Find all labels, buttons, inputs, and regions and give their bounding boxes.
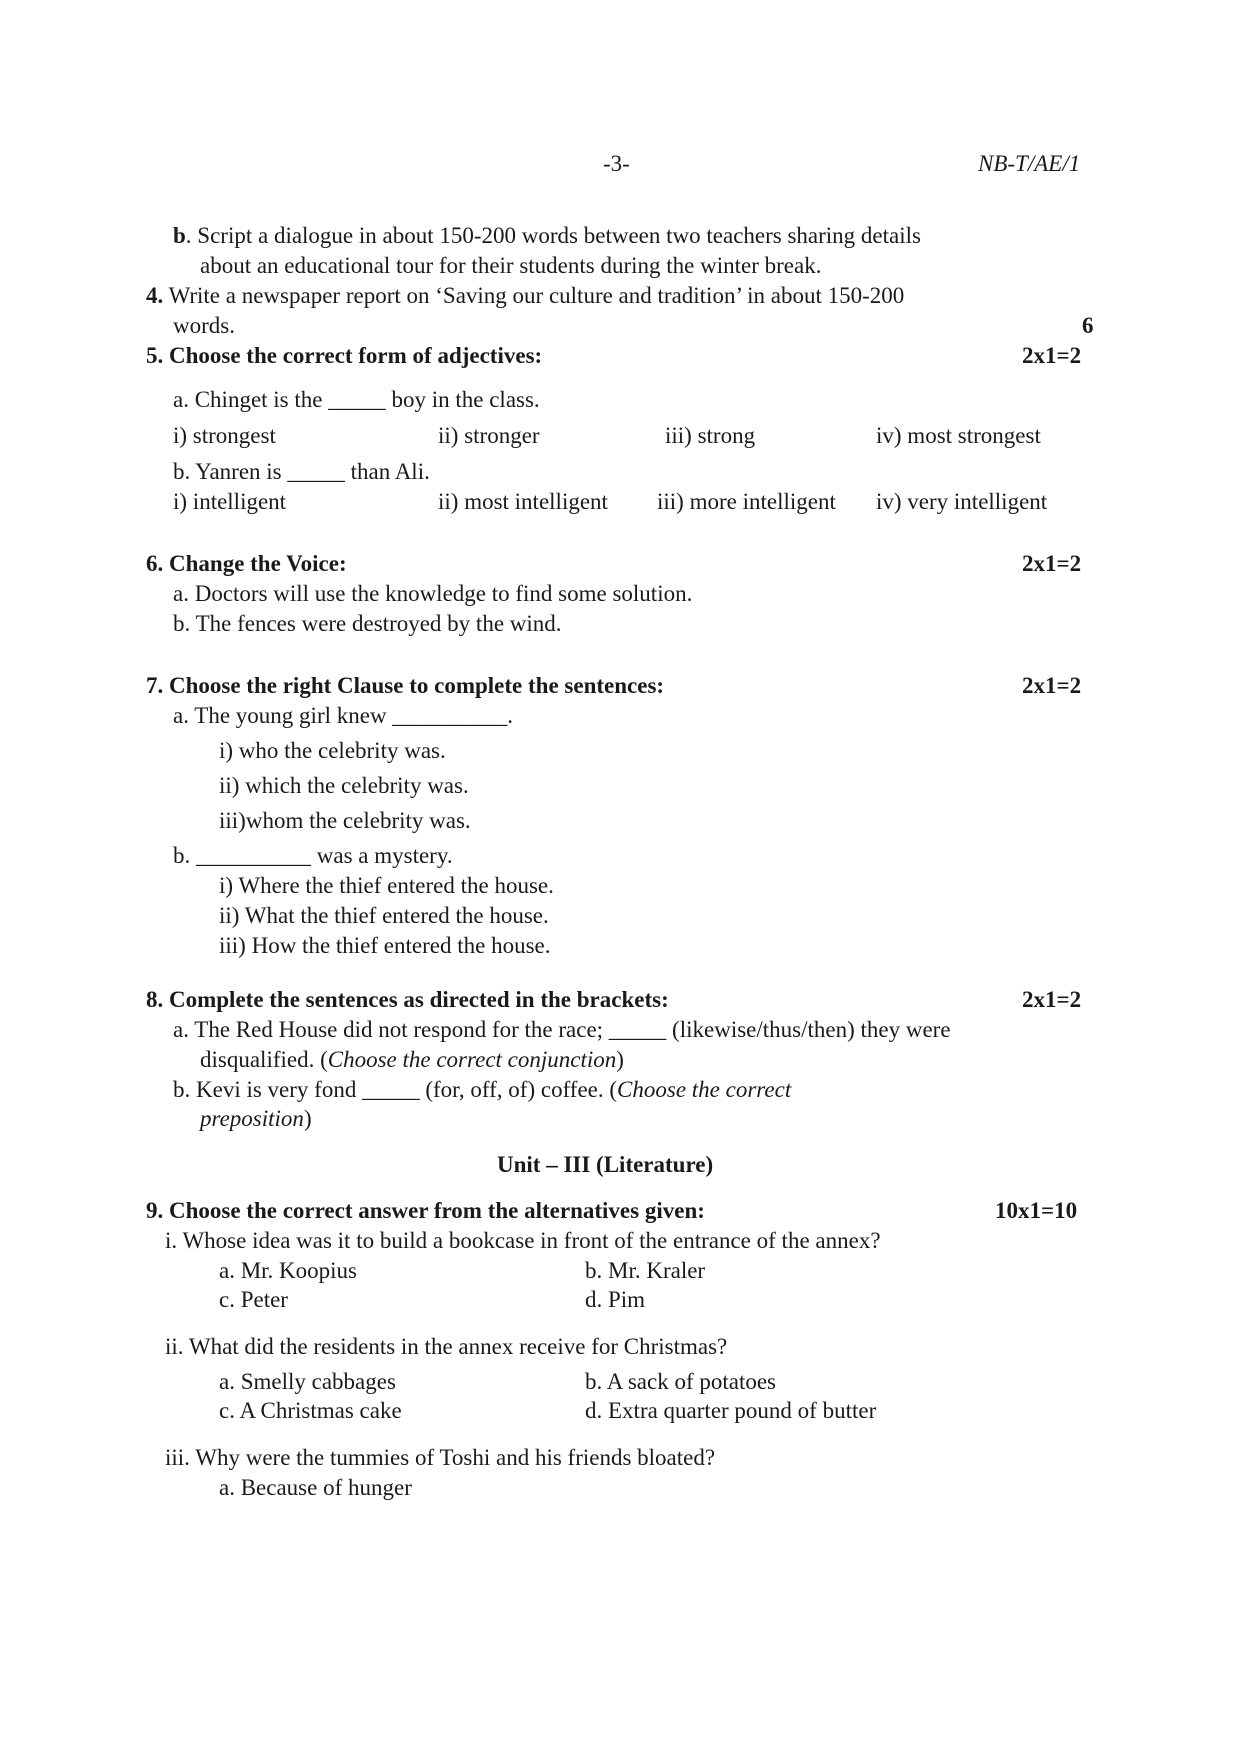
q7a-stem: a. The young girl knew __________. [173,703,514,728]
q7b-option: i) Where the thief entered the house. [219,873,554,898]
q3b-letter: b [173,223,186,248]
q9ii-question: ii. What did the residents in the annex receive for Christmas? [165,1334,728,1359]
q7a-option: ii) which the celebrity was. [219,773,469,798]
q8a-close: ) [616,1047,624,1072]
q5a-option: ii) stronger [438,423,540,448]
q9ii-option: b. A sack of potatoes [585,1369,776,1394]
q5b-option: iii) more intelligent [657,489,836,514]
paper-code: NB-T/AE/1 [978,151,1081,176]
q6-title: 6. Change the Voice: [146,551,347,576]
q9i-option: c. Peter [219,1287,288,1312]
q9-marks: 10x1=10 [995,1198,1078,1223]
q3b-line-2: about an educational tour for their students during the winter break. [200,253,822,278]
q7a-option: iii)whom the celebrity was. [219,808,471,833]
q4-marks: 6 [1082,313,1094,338]
q9iii-question: iii. Why were the tummies of Toshi and his friends bloated? [165,1445,716,1470]
q5a-stem: a. Chinget is the _____ boy in the class. [173,387,540,412]
q8a-line-1: a. The Red House did not respond for the race; _____ (likewise/thus/then) they were [173,1017,951,1042]
q5-title: 5. Choose the correct form of adjectives: [146,343,543,368]
q7-marks: 2x1=2 [1022,673,1082,698]
q7b-option: ii) What the thief entered the house. [219,903,549,928]
q6-marks: 2x1=2 [1022,551,1082,576]
q9i-option: b. Mr. Kraler [585,1258,706,1283]
q4-line-1 [146,284,904,307]
q5b-stem: b. Yanren is _____ than Ali. [173,459,430,484]
q4-text: Write a newspaper report on ‘Saving our culture and tradition’ in about 150-200 [163,283,905,308]
q8b-close: ) [303,1106,312,1131]
q9ii-option: a. Smelly cabbages [219,1369,396,1394]
q5b-option: ii) most intelligent [438,489,608,514]
q8b-text: b. Kevi is very fond _____ (for, off, of) coffee. ( [173,1077,618,1102]
q9ii-option: d. Extra quarter pound of butter [585,1398,877,1423]
q8-title: 8. Complete the sentences as directed in the brackets: [146,987,669,1012]
q9i-option: a. Mr. Koopius [219,1258,357,1283]
q8b-direction: Choose the correct [617,1077,792,1102]
q5-marks: 2x1=2 [1022,343,1082,368]
q8a-direction: Choose the correct conjunction [327,1047,617,1072]
q5b-option: iv) very intelligent [876,489,1048,514]
q9ii-option: c. A Christmas cake [219,1398,402,1423]
q3b-text: . Script a dialogue in about 150-200 words between two teachers sharing details [185,223,921,248]
q7b-stem: b. __________ was a mystery. [173,843,453,868]
q8b-direction-end: preposition [200,1106,304,1131]
q8a-text: disqualified. ( [200,1047,328,1072]
q9-title: 9. Choose the correct answer from the alternatives given: [146,1198,705,1223]
q7b-option: iii) How the thief entered the house. [219,933,551,958]
q8b-line-2 [200,1107,312,1130]
q7-title: 7. Choose the right Clause to complete the sentences: [146,673,665,698]
q6a: a. Doctors will use the knowledge to find some solution. [173,581,693,606]
q5a-option: iv) most strongest [876,423,1041,448]
q3b-line-1 [173,224,921,247]
q6b: b. The fences were destroyed by the wind. [173,611,562,636]
q8b-line-1 [173,1078,791,1101]
q5b-option: i) intelligent [173,489,287,514]
q8a-line-2 [200,1048,624,1071]
q4-number: 4. [146,283,164,308]
q8-marks: 2x1=2 [1022,987,1082,1012]
q9i-question: i. Whose idea was it to build a bookcase in front of the entrance of the annex? [165,1228,881,1253]
page-number: -3- [603,151,630,176]
q9iii-option: a. Because of hunger [219,1475,412,1500]
unit-heading: Unit – III (Literature) [497,1152,714,1177]
q5a-option: i) strongest [173,423,276,448]
q9i-option: d. Pim [585,1287,646,1312]
q7a-option: i) who the celebrity was. [219,738,446,763]
q4-line-2: words. [173,313,235,338]
q5a-option: iii) strong [665,423,756,448]
